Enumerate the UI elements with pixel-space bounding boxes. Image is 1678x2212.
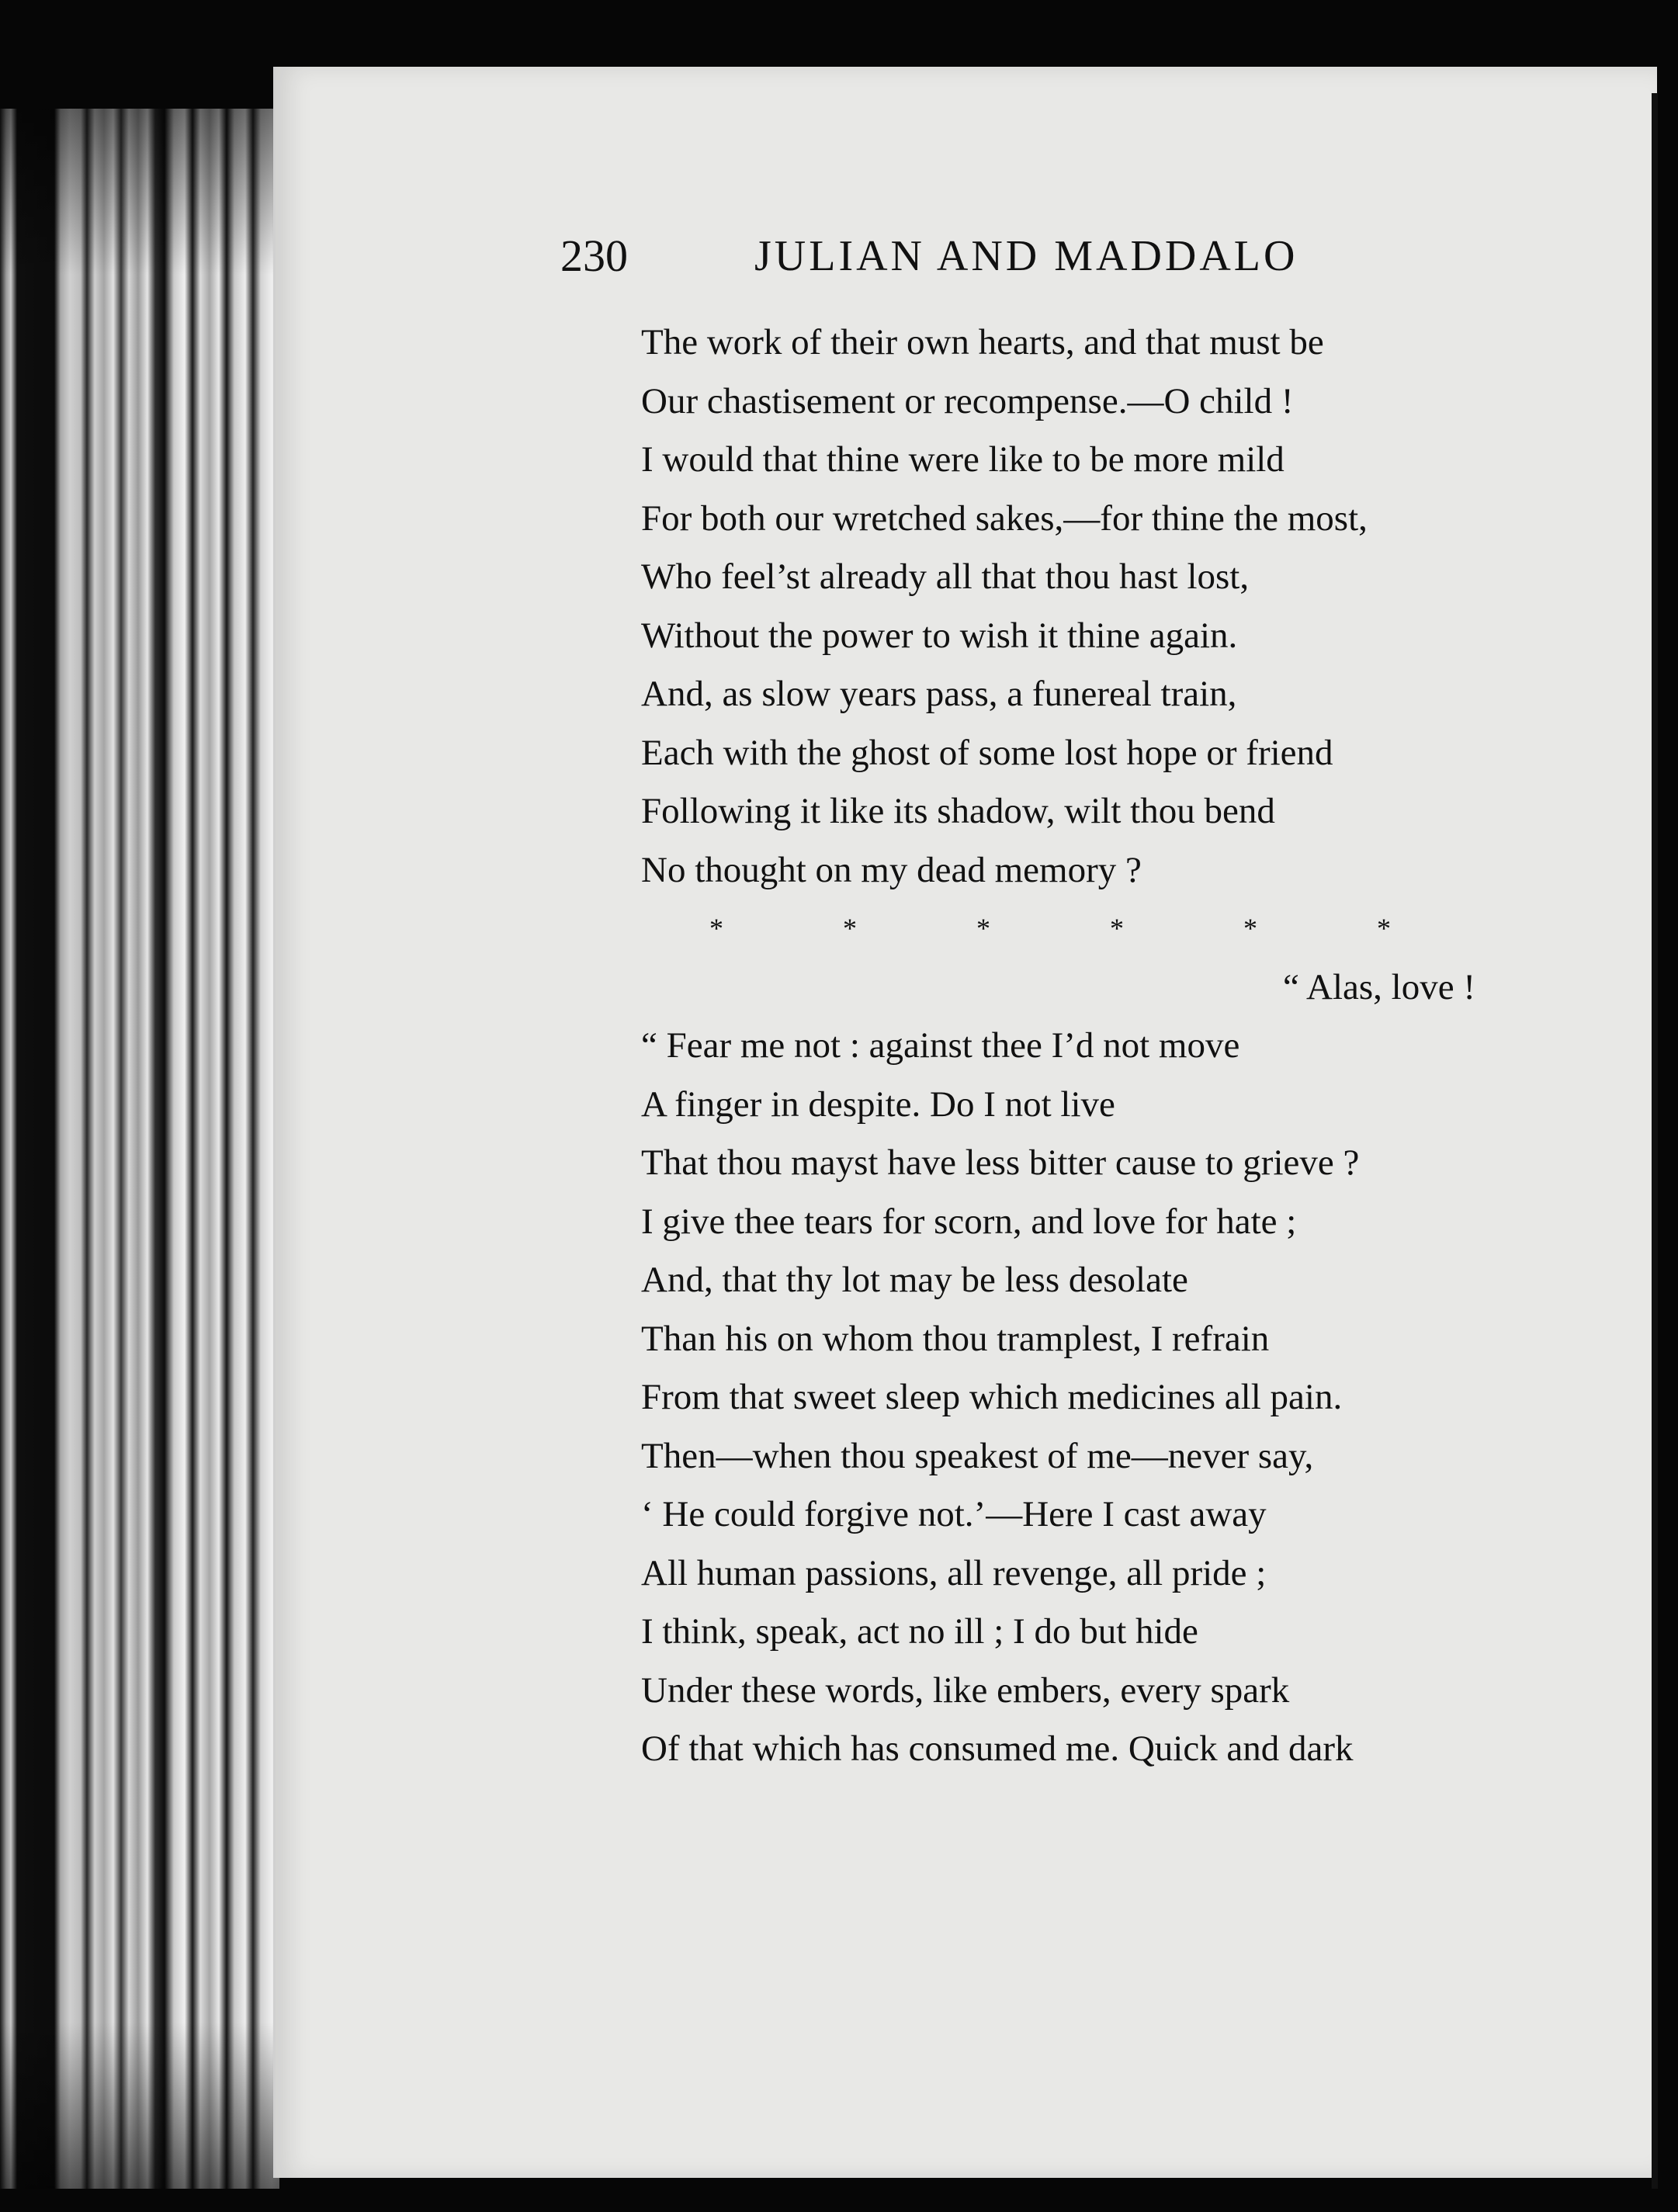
poem-line-right-aligned: “ Alas, love ! xyxy=(1283,966,1475,1007)
poem-line: And, as slow years pass, a funereal train, xyxy=(641,674,1237,714)
page-number: 230 xyxy=(560,231,628,281)
poem-line: Than his on whom thou tramplest, I refrain xyxy=(641,1318,1270,1359)
asterisk: * xyxy=(1377,913,1391,944)
poem-line: Each with the ghost of some lost hope or friend xyxy=(641,732,1333,773)
poem-line: Under these words, like embers, every spark xyxy=(641,1669,1290,1711)
poem-line: No thought on my dead memory ? xyxy=(641,849,1142,890)
running-head xyxy=(0,225,1678,287)
asterisk: * xyxy=(843,913,857,944)
poem-line: I think, speak, act no ill ; I do but hide xyxy=(641,1611,1198,1652)
poem-line: Following it like its shadow, wilt thou bend xyxy=(641,791,1275,831)
poem-line: Without the power to wish it thine again. xyxy=(641,615,1238,656)
poem-line: ‘ He could forgive not.’—Here I cast away xyxy=(641,1494,1267,1534)
poem-line: That thou mayst have less bitter cause to grieve ? xyxy=(641,1142,1360,1183)
poem-line: For both our wretched sakes,—for thine the most, xyxy=(641,498,1368,539)
poem-line: I give thee tears for scorn, and love for hate ; xyxy=(641,1201,1297,1242)
asterisk: * xyxy=(976,913,990,944)
poem-line: The work of their own hearts, and that must be xyxy=(641,322,1324,362)
poem-line: And, that thy lot may be less desolate xyxy=(641,1260,1188,1300)
poem-line: Our chastisement or recompense.—O child ! xyxy=(641,380,1294,421)
asterisk: * xyxy=(1243,913,1257,944)
header-title: JULIAN AND MADDALO xyxy=(754,232,1298,280)
poem-line: A finger in despite. Do I not live xyxy=(641,1083,1115,1125)
page-edges xyxy=(0,109,279,2189)
section-break-asterisks xyxy=(641,900,1572,959)
poem-line: Who feel’st already all that thou hast lost, xyxy=(641,556,1250,597)
poem-line: Then—when thou speakest of me—never say, xyxy=(641,1435,1314,1476)
poem-line: All human passions, all revenge, all pride ; xyxy=(641,1552,1267,1593)
poem-line: “ Fear me not : against thee I’d not move xyxy=(641,1025,1240,1066)
poem-line: I would that thine were like to be more mild xyxy=(641,439,1285,480)
asterisk: * xyxy=(1110,913,1124,944)
page-right-edge xyxy=(1652,93,1658,2189)
poem-line: From that sweet sleep which medicines all pain. xyxy=(641,1377,1343,1417)
poem-line: Of that which has consumed me. Quick and dark xyxy=(641,1728,1354,1769)
asterisk: * xyxy=(709,913,723,944)
poem-text xyxy=(641,314,1572,1779)
